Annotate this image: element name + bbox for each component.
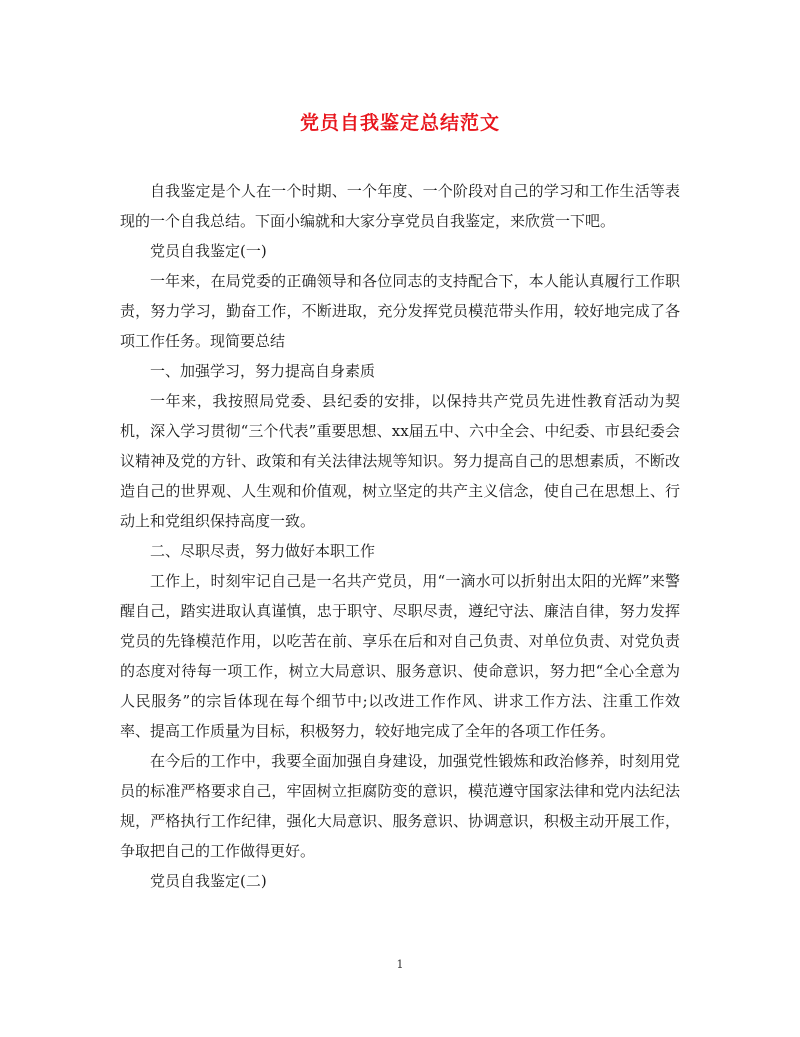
body-paragraph: 工作上，时刻牢记自己是一名共产党员，用“一滴水可以折射出太阳的光辉”来警醒自己，踏实进取认真谨慎，忠于职守、尽职尽责，遵纪守法、廉洁自律，努力发挥党员的先锋模范作用，以吃苦在前、享乐在后和对自己负责、对单位负责、对党负责的态度对待每一项工作，树立大局意识、服务意识、使命意识，努力把“全心全意为人民服务”的宗旨体现在每个细节中;以改进工作作风、讲求工作方法、注重工作效率、提高工作质量为目标，积极努力，较好地完成了全年的各项工作任务。: [120, 572, 680, 740]
body-paragraph: 一年来，我按照局党委、县纪委的安排，以保持共产党员先进性教育活动为契机，深入学习贯彻“三个代表”重要思想、xx届五中、六中全会、中纪委、市县纪委会议精神及党的方针、政策和有关法律法规等知识。努力提高自己的思想素质，不断改造自己的世界观、人生观和价值观，树立坚定的共产主义信念，使自己在思想上、行动上和党组织保持高度一致。: [120, 392, 680, 530]
intro-paragraph: 自我鉴定是个人在一个时期、一个年度、一个阶段对自己的学习和工作生活等表现的一个自我总结。下面小编就和大家分享党员自我鉴定，来欣赏一下吧。: [120, 182, 680, 230]
subheading-study: 一、加强学习，努力提高自身素质: [150, 362, 376, 380]
document-body: [120, 176, 680, 896]
page-number: 1: [396, 958, 404, 971]
section-heading-1: 党员自我鉴定(一): [150, 242, 267, 260]
document-title: 党员自我鉴定总结范文: [299, 112, 500, 134]
subheading-duty: 二、尽职尽责，努力做好本职工作: [150, 542, 376, 560]
body-paragraph: 在今后的工作中，我要全面加强自身建设，加强党性锻炼和政治修养，时刻用党员的标准严格要求自己，牢固树立拒腐防变的意识，模范遵守国家法律和党内法纪法规，严格执行工作纪律，强化大局意识、服务意识、协调意识，积极主动开展工作，争取把自己的工作做得更好。: [120, 752, 680, 860]
body-paragraph: 一年来，在局党委的正确领导和各位同志的支持配合下，本人能认真履行工作职责，努力学习，勤奋工作，不断进取，充分发挥党员模范带头作用，较好地完成了各项工作任务。现简要总结: [120, 272, 680, 350]
section-heading-2: 党员自我鉴定(二): [150, 872, 267, 890]
